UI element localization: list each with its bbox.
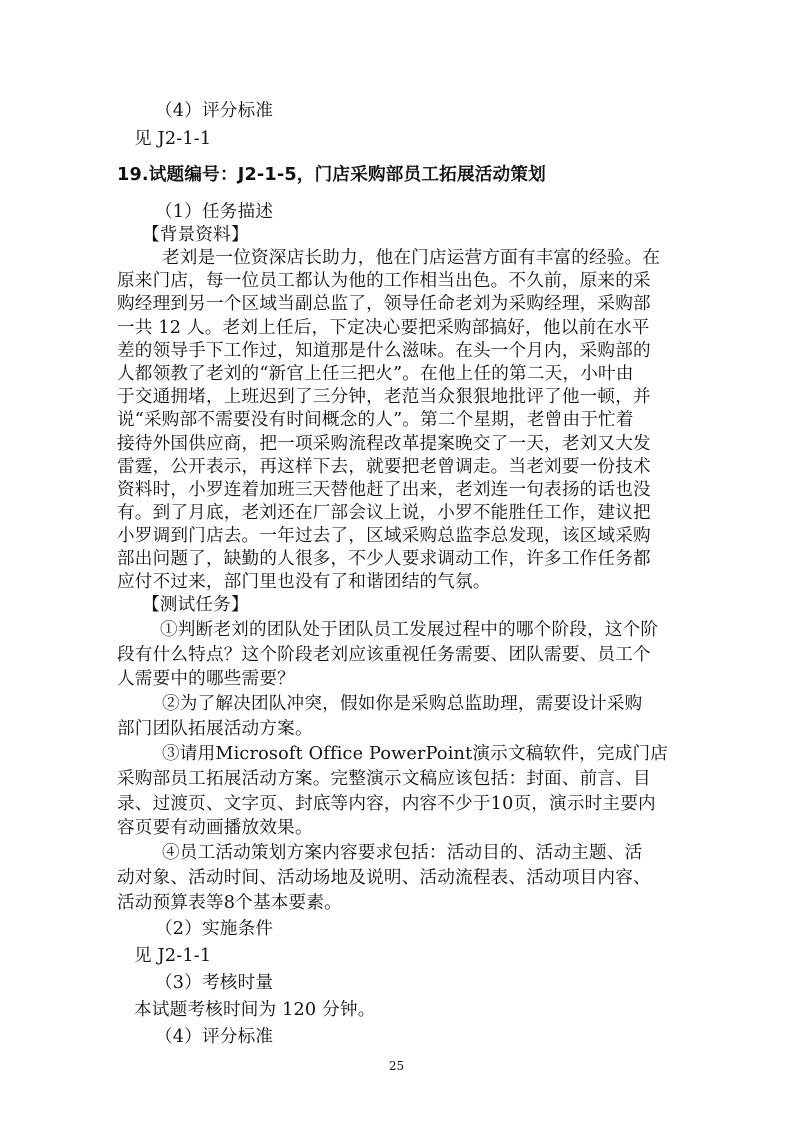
paragraph-line: 资料时，小罗连着加班三天替他赶了出来，老刘连一句表扬的话也没 <box>117 480 651 500</box>
task-item-1-cont: 人需要中的哪些需要？ <box>117 669 295 689</box>
paragraph-line: 老刘是一位资深店长助力，他在门店运营方面有丰富的经验。在 <box>162 248 661 268</box>
task-item-4-cont: 动对象、活动时间、活动场地及说明、活动流程表、活动项目内容、 <box>117 868 651 888</box>
section-heading-scoring: （4）评分标准 <box>155 101 274 121</box>
duration-text: 本试题考核时间为 120 分钟。 <box>134 1000 376 1020</box>
page-number: 25 <box>388 1059 405 1073</box>
paragraph-line: 小罗调到门店去。一年过去了，区域采购总监李总发现，该区域采购 <box>117 526 651 546</box>
task-item-4: ④员工活动策划方案内容要求包括：活动目的、活动主题、活 <box>162 843 643 863</box>
paragraph-line: 雷霆，公开表示，再这样下去，就要把老曾调走。当老刘要一份技术 <box>117 457 651 477</box>
task-item-1: ①判断老刘的团队处于团队员工发展过程中的哪个阶段，这个阶 <box>160 620 659 640</box>
subheading-test-tasks: 【测试任务】 <box>142 595 249 615</box>
question-title: 19.试题编号：J2-1-5，门店采购部员工拓展活动策划 <box>117 165 546 185</box>
paragraph-line: 一共 12 人。老刘上任后，下定决心要把采购部搞好，他以前在水平 <box>117 318 650 338</box>
paragraph-line: 说“采购部不需要没有时间概念的人”。第二个星期，老曾由于忙着 <box>117 410 634 430</box>
paragraph-line: 购经理到另一个区域当副总监了，领导任命老刘为采购经理，采购部 <box>117 294 651 314</box>
reference-text: 见 J2-1-1 <box>134 129 212 149</box>
paragraph-line: 于交通拥堵，上班迟到了三分钟，老范当众狠狠地批评了他一顿，并 <box>117 387 651 407</box>
paragraph-line: 有。到了月底，老刘还在厂部会议上说，小罗不能胜任工作，建议把 <box>117 503 651 523</box>
paragraph-line: 原来门店，每一位员工都认为他的工作相当出色。不久前，原来的采 <box>117 271 651 291</box>
section-heading-scoring: （4）评分标准 <box>155 1027 274 1047</box>
paragraph-line: 差的领导手下工作过，知道那是什么滋味。在头一个月内，采购部的 <box>117 341 651 361</box>
task-item-1-cont: 段有什么特点？这个阶段老刘应该重视任务需要、团队需要、员工个 <box>117 645 651 665</box>
task-item-2: ②为了解决团队冲突，假如你是采购总监助理，需要设计采购 <box>162 694 643 714</box>
paragraph-line: 部出问题了，缺勤的人很多，不少人要求调动工作，许多工作任务都 <box>117 549 651 569</box>
paragraph-line: 应付不过来，部门里也没有了和谐团结的气氛。 <box>117 572 491 592</box>
task-item-4-cont: 活动预算表等8个基本要素。 <box>117 893 342 913</box>
task-item-3-cont: 录、过渡页、文字页、封底等内容，内容不少于10页，演示时主要内 <box>117 794 656 814</box>
section-heading-duration: （3）考核时量 <box>155 973 274 993</box>
section-heading-task: （1）任务描述 <box>155 202 274 222</box>
section-heading-conditions: （2）实施条件 <box>155 919 274 939</box>
subheading-background: 【背景资料】 <box>142 225 249 245</box>
task-item-3-cont: 采购部员工拓展活动方案。完整演示文稿应该包括：封面、前言、目 <box>117 769 651 789</box>
paragraph-line: 人都领教了老刘的“新官上任三把火”。在他上任的第二天，小叶由 <box>117 364 634 384</box>
paragraph-line: 接待外国供应商，把一项采购流程改革提案晚交了一天，老刘又大发 <box>117 434 651 454</box>
reference-text: 见 J2-1-1 <box>134 946 212 966</box>
task-item-2-cont: 部门团队拓展活动方案。 <box>117 719 313 739</box>
task-item-3-cont: 容页要有动画播放效果。 <box>117 818 313 838</box>
task-item-3: ③请用Microsoft Office PowerPoint演示文稿软件，完成门店 <box>162 744 669 764</box>
